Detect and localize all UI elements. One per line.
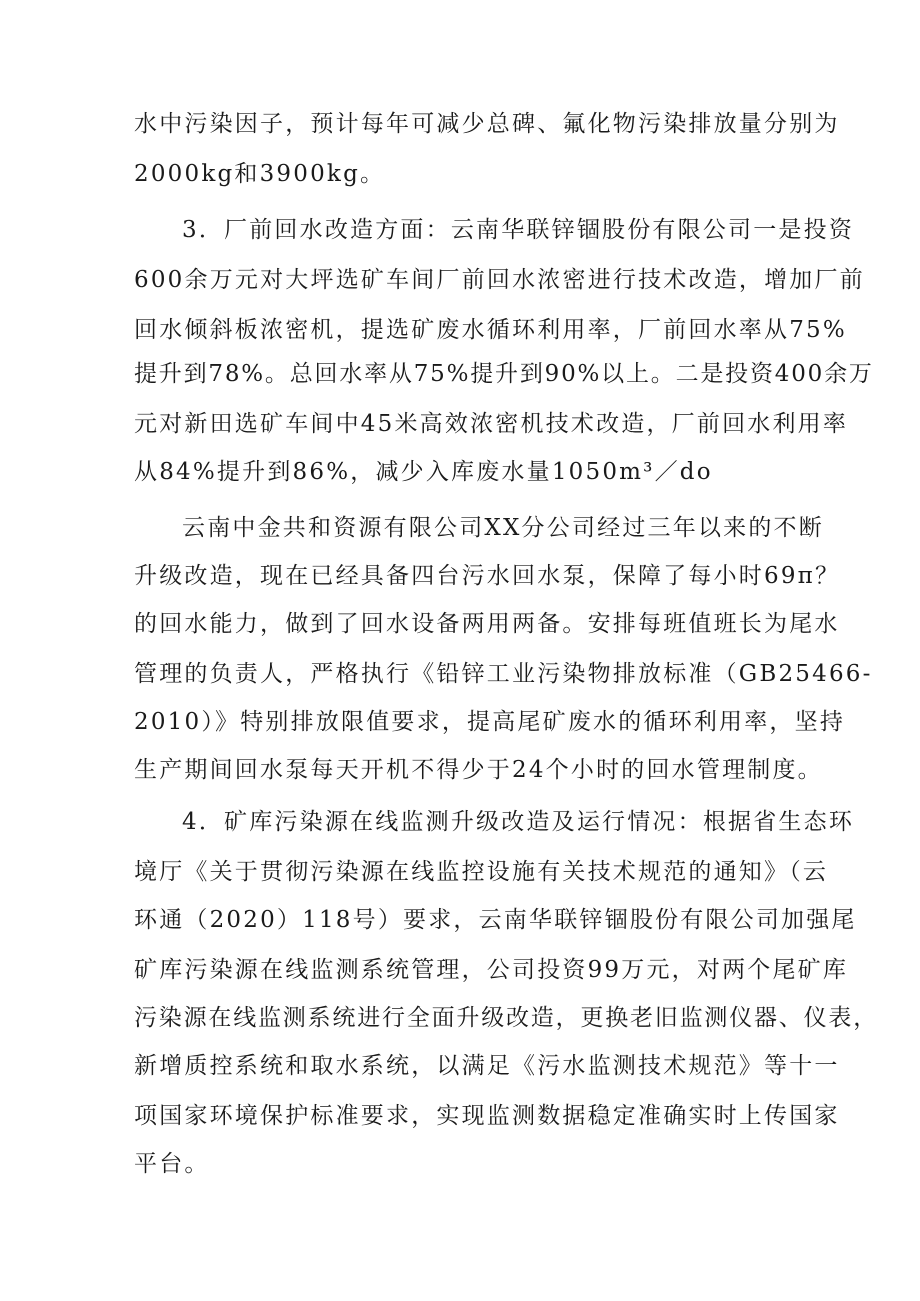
text-line-22: 平台。: [134, 1151, 210, 1177]
text-line-3: 3．厂前回水改造方面：云南华联锌锢股份有限公司一是投资: [182, 217, 855, 243]
text-line-17: 环通（2020）118号）要求，云南华联锌锢股份有限公司加强尾: [134, 907, 857, 933]
text-line-1: 水中污染因子，预计每年可减少总碑、氟化物污染排放量分别为: [134, 111, 840, 137]
text-line-18: 矿库污染源在线监测系统管理，公司投资99万元，对两个尾矿库: [134, 957, 849, 983]
text-line-5: 回水倾斜板浓密机，提选矿废水循环利用率，厂前回水率从75%: [134, 317, 847, 343]
text-line-15: 4．矿库污染源在线监测升级改造及运行情况：根据省生态环: [182, 809, 855, 835]
text-line-14: 生产期间回水泵每天开机不得少于24个小时的回水管理制度。: [134, 757, 823, 783]
text-line-7: 元对新田选矿车间中45米高效浓密机技术改造，厂前回水利用率: [134, 411, 849, 437]
text-line-11: 的回水能力，做到了回水设备两用两备。安排每班值班长为尾水: [134, 611, 840, 637]
text-line-21: 项国家环境保护标准要求，实现监测数据稳定准确实时上传国家: [134, 1103, 840, 1129]
text-line-19: 污染源在线监测系统进行全面升级改造，更换老旧监测仪器、仪表，: [134, 1005, 878, 1031]
text-line-2: 2000kg和3900kg。: [134, 161, 386, 187]
text-line-4: 600余万元对大坪选矿车间厂前回水浓密进行技术改造，增加厂前: [134, 267, 865, 293]
text-line-12: 管理的负责人，严格执行《铅锌工业污染物排放标准（GB25466-: [134, 661, 873, 687]
text-line-8: 从84%提升到86%，减少入库废水量1050m³／do: [134, 459, 713, 485]
text-line-20: 新增质控系统和取水系统，以满足《污水监测技术规范》等十一: [134, 1053, 840, 1079]
text-line-6: 提升到78%。总回水率从75%提升到90%以上。二是投资400余万: [134, 361, 874, 387]
text-line-10: 升级改造，现在已经具备四台污水回水泵，保障了每小时69π？: [134, 563, 841, 589]
text-line-9: 云南中金共和资源有限公司XX分公司经过三年以来的不断: [182, 515, 824, 541]
text-line-16: 境厅《关于贯彻污染源在线监控设施有关技术规范的通知》（云: [134, 859, 829, 885]
text-line-13: 2010）》特别排放限值要求，提高尾矿废水的循环利用率，坚持: [134, 709, 846, 735]
